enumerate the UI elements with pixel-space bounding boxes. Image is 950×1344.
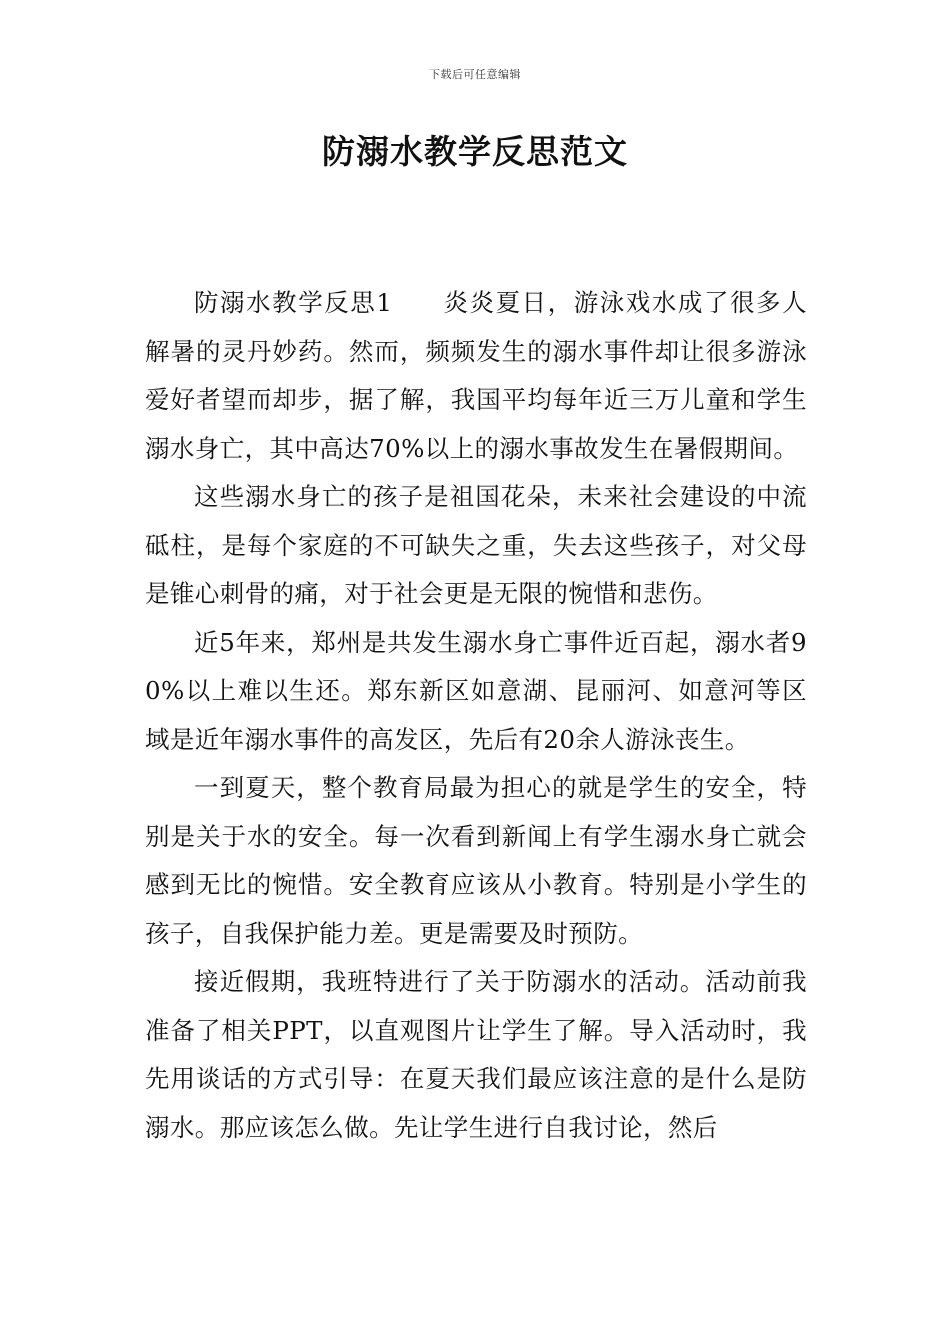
paragraph-1-heading: 防溺水教学反思1 [194, 288, 393, 317]
document-title: 防溺水教学反思范文 [322, 132, 628, 171]
header-note: 下载后可任意编辑 [429, 68, 521, 81]
paragraph-4: 一到夏天，整个教育局最为担心的就是学生的安全，特别是关于水的安全。每一次看到新闻上有学生溺水身亡就会感到无比的惋惜。安全教育应该从小教育。特别是小学生的孩子，自我保护能力差。更是需要及时预防。 [145, 773, 807, 948]
paragraph-3: 近5年来，郑州是共发生溺水身亡事件近百起，溺水者90%以上难以生还。郑东新区如意湖、昆丽河、如意河等区域是近年溺水事件的高发区，先后有20余人游泳丧生。 [145, 627, 807, 754]
paragraph-5: 接近假期，我班特进行了关于防溺水的活动。活动前我准备了相关PPT，以直观图片让学生了解。导入活动时，我先用谈话的方式引导：在夏天我们最应该注意的是什么是防溺水。那应该怎么做。先让学生进行自我讨论，然后 [145, 967, 807, 1142]
paragraph-1 [145, 279, 807, 473]
document-body [145, 279, 807, 1152]
paragraph-2: 这些溺水身亡的孩子是祖国花朵，未来社会建设的中流砥柱，是每个家庭的不可缺失之重，失去这些孩子，对父母是锥心刺骨的痛，对于社会更是无限的惋惜和悲伤。 [145, 482, 807, 608]
paragraph-1-text: 炎炎夏日，游泳戏水成了很多人解暑的灵丹妙药。然而，频频发生的溺水事件却让很多游泳爱好者望而却步，据了解，我国平均每年近三万儿童和学生溺水身亡，其中高达70%以上的溺水事故发生在暑假期间。 [145, 288, 807, 463]
